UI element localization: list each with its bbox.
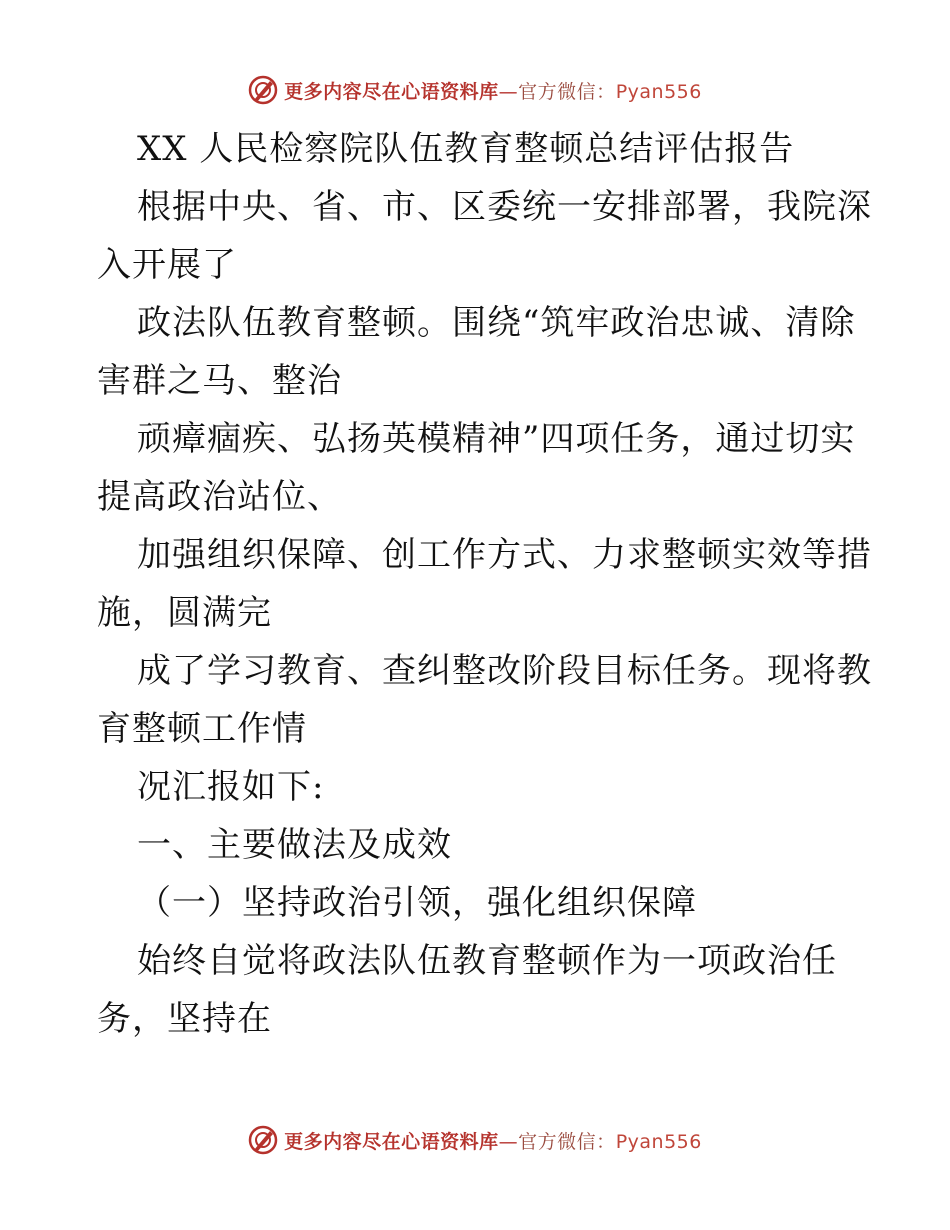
watermark-label: 官方微信： xyxy=(518,1130,616,1153)
paragraph-line: 成了学习教育、查纠整改阶段目标任务。现将教 xyxy=(137,651,872,691)
subsection-heading: （一）坚持政治引领，强化组织保障 xyxy=(137,883,697,923)
watermark-text xyxy=(284,77,702,104)
paragraph-line: 施，圆满完 xyxy=(97,593,272,633)
paragraph-line: 顽瘴痼疾、弘扬英模精神”四项任务，通过切实 xyxy=(137,419,856,459)
watermark-brand: 更多内容尽在心语资料库 xyxy=(284,80,499,103)
watermark-label: 官方微信： xyxy=(518,80,616,103)
watermark-text xyxy=(284,1127,702,1154)
paragraph-line: 政法队伍教育整顿。围绕“筑牢政治忠诚、清除 xyxy=(137,303,856,343)
paragraph-line: 始终自觉将政法队伍教育整顿作为一项政治任 xyxy=(137,941,837,981)
quill-pen-logo-icon xyxy=(248,75,278,105)
paragraph-line: 入开展了 xyxy=(97,245,237,285)
paragraph-line: 根据中央、省、市、区委统一安排部署，我院深 xyxy=(137,187,872,227)
paragraph-line: 提高政治站位、 xyxy=(97,477,342,517)
watermark-contact: Pyan556 xyxy=(615,1130,702,1153)
watermark-contact: Pyan556 xyxy=(615,80,702,103)
section-heading: 一、主要做法及成效 xyxy=(137,825,452,865)
document-title: XX 人民检察院队伍教育整顿总结评估报告 xyxy=(137,129,795,169)
paragraph-line: 务，坚持在 xyxy=(97,999,272,1039)
paragraph-line: 育整顿工作情 xyxy=(97,709,307,749)
watermark-separator: — xyxy=(498,1130,519,1153)
paragraph-line: 害群之马、整治 xyxy=(97,361,342,401)
quill-pen-logo-icon xyxy=(248,1125,278,1155)
paragraph-line: 况汇报如下: xyxy=(137,767,325,807)
footer-watermark xyxy=(0,1120,950,1160)
document-body xyxy=(97,120,872,1048)
header-watermark xyxy=(0,70,950,110)
paragraph-line: 加强组织保障、创工作方式、力求整顿实效等措 xyxy=(137,535,872,575)
watermark-separator: — xyxy=(498,80,519,103)
watermark-brand: 更多内容尽在心语资料库 xyxy=(284,1130,499,1153)
